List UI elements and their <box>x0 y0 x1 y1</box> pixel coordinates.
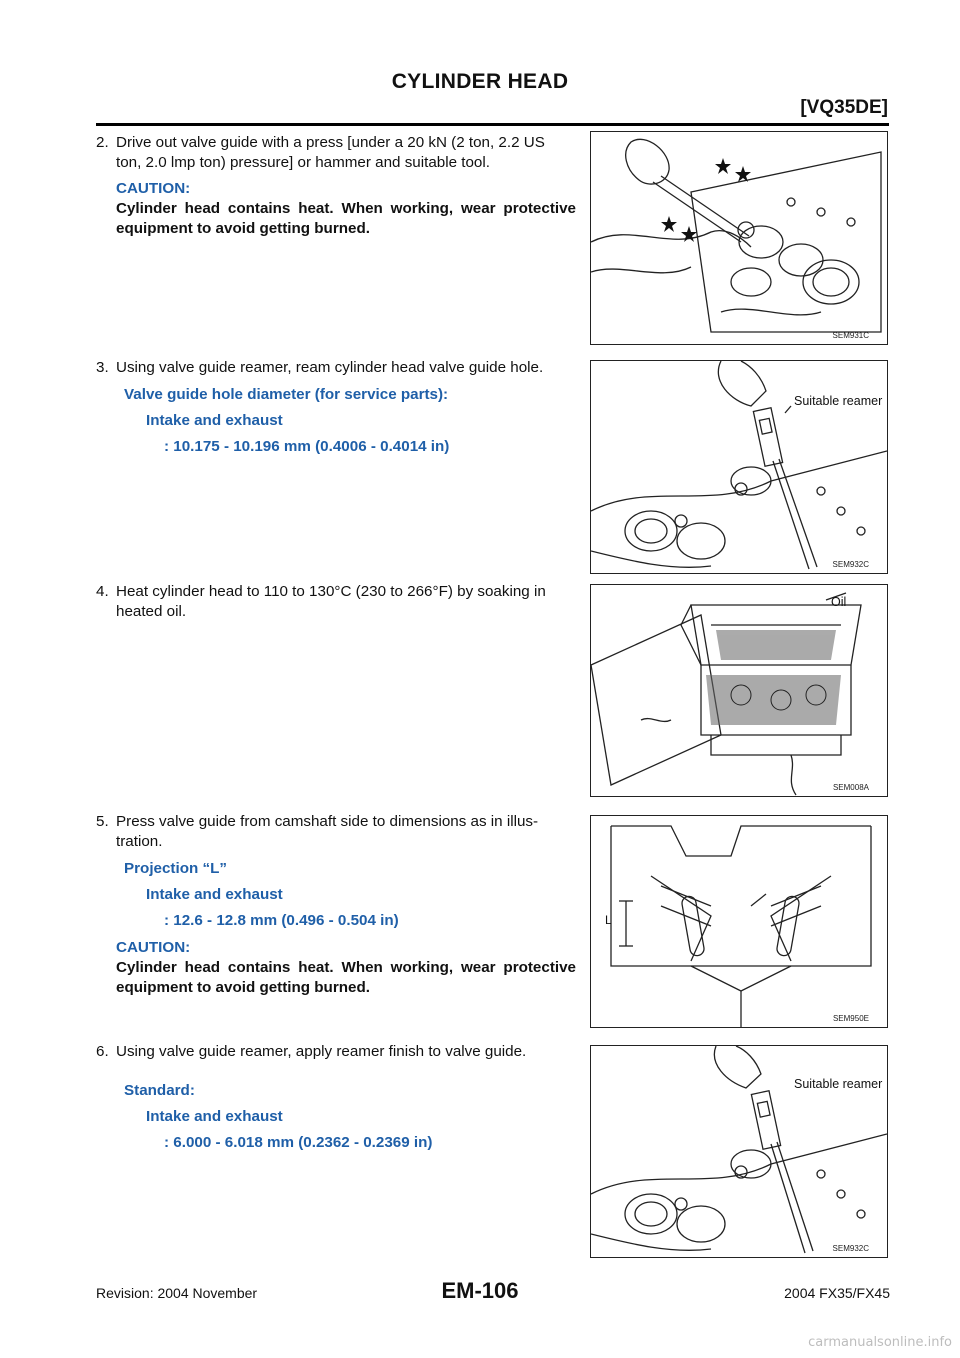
figure-label: Suitable reamer <box>794 394 883 408</box>
step-text-line1: Heat cylinder head to 110 to 130°C (230 to 266°F) by soaking in <box>116 583 546 600</box>
figure-code: SEM008A <box>832 783 869 792</box>
step-number: 3. <box>96 359 109 376</box>
figure-projection <box>590 815 888 1028</box>
step-text-line1: Press valve guide from camshaft side to dimensions as in illus- <box>116 813 539 830</box>
caution-heading: CAUTION: <box>116 180 191 197</box>
figure-reamer <box>590 360 888 574</box>
figure-label: Oil <box>831 595 847 609</box>
spec-heading: Valve guide hole diameter (for service parts): <box>124 386 449 403</box>
step-6 <box>96 1042 580 1156</box>
figure-reamer-finish <box>590 1045 888 1258</box>
spec-value: : 6.000 - 6.018 mm (0.2362 - 0.2369 in) <box>164 1134 433 1151</box>
figure-code: SEM932C <box>832 1244 869 1253</box>
section-code: [VQ35DE] <box>800 97 888 118</box>
step-text-line2: ton, 2.0 lmp ton) pressure] or hammer and suitable tool. <box>116 154 490 171</box>
caution-heading: CAUTION: <box>116 939 191 956</box>
page-title: CYLINDER HEAD <box>391 70 569 93</box>
spec-value: : 12.6 - 12.8 mm (0.496 - 0.504 in) <box>164 912 399 929</box>
page-number: EM-106 <box>441 1278 519 1303</box>
step-text-line1: Using valve guide reamer, ream cylinder head valve guide hole. <box>116 359 544 376</box>
footer-model: 2004 FX35/FX45 <box>784 1285 890 1301</box>
spec-subheading: Intake and exhaust <box>146 1108 283 1125</box>
projection-illustration <box>591 816 887 1027</box>
spec-subheading: Intake and exhaust <box>146 412 283 429</box>
figure-label: Suitable reamer <box>794 1077 883 1091</box>
step-number: 2. <box>96 134 109 151</box>
step-3 <box>96 358 580 460</box>
step-text-line2: tration. <box>116 833 163 850</box>
step-number: 5. <box>96 813 109 830</box>
reamer-illustration <box>591 361 887 573</box>
figure-label: L <box>605 913 612 927</box>
figure-hammer-valve-guide <box>590 131 888 345</box>
step-number: 4. <box>96 583 109 600</box>
oil-bath-illustration <box>591 585 887 796</box>
figure-code: SEM931C <box>832 331 869 340</box>
figure-code: SEM932C <box>832 560 869 569</box>
step-4 <box>96 582 580 622</box>
footer-revision: Revision: 2004 November <box>96 1285 258 1301</box>
figure-code: SEM950E <box>832 1014 869 1023</box>
step-text-line1: Using valve guide reamer, apply reamer finish to valve guide. <box>116 1043 527 1060</box>
step-2 <box>96 133 580 239</box>
step-number: 6. <box>96 1043 109 1060</box>
step-5 <box>96 812 580 998</box>
spec-heading: Projection “L” <box>124 860 227 877</box>
header-rule <box>96 123 889 126</box>
step-text-line1: Drive out valve guide with a press [under a 20 kN (2 ton, 2.2 US <box>116 134 545 151</box>
spec-value: : 10.175 - 10.196 mm (0.4006 - 0.4014 in) <box>164 438 450 455</box>
spec-subheading: Intake and exhaust <box>146 886 283 903</box>
caution-text: Cylinder head contains heat. When working, wear protective equipment to avoid getting burned. <box>116 959 576 996</box>
step-text-line2: heated oil. <box>116 603 187 620</box>
figure-oil-bath <box>590 584 888 797</box>
watermark: carmanualsonline.info <box>808 1335 952 1350</box>
caution-text: Cylinder head contains heat. When working, wear protective equipment to avoid getting burned. <box>116 200 576 237</box>
hammer-illustration <box>591 132 887 344</box>
spec-heading: Standard: <box>124 1082 195 1099</box>
